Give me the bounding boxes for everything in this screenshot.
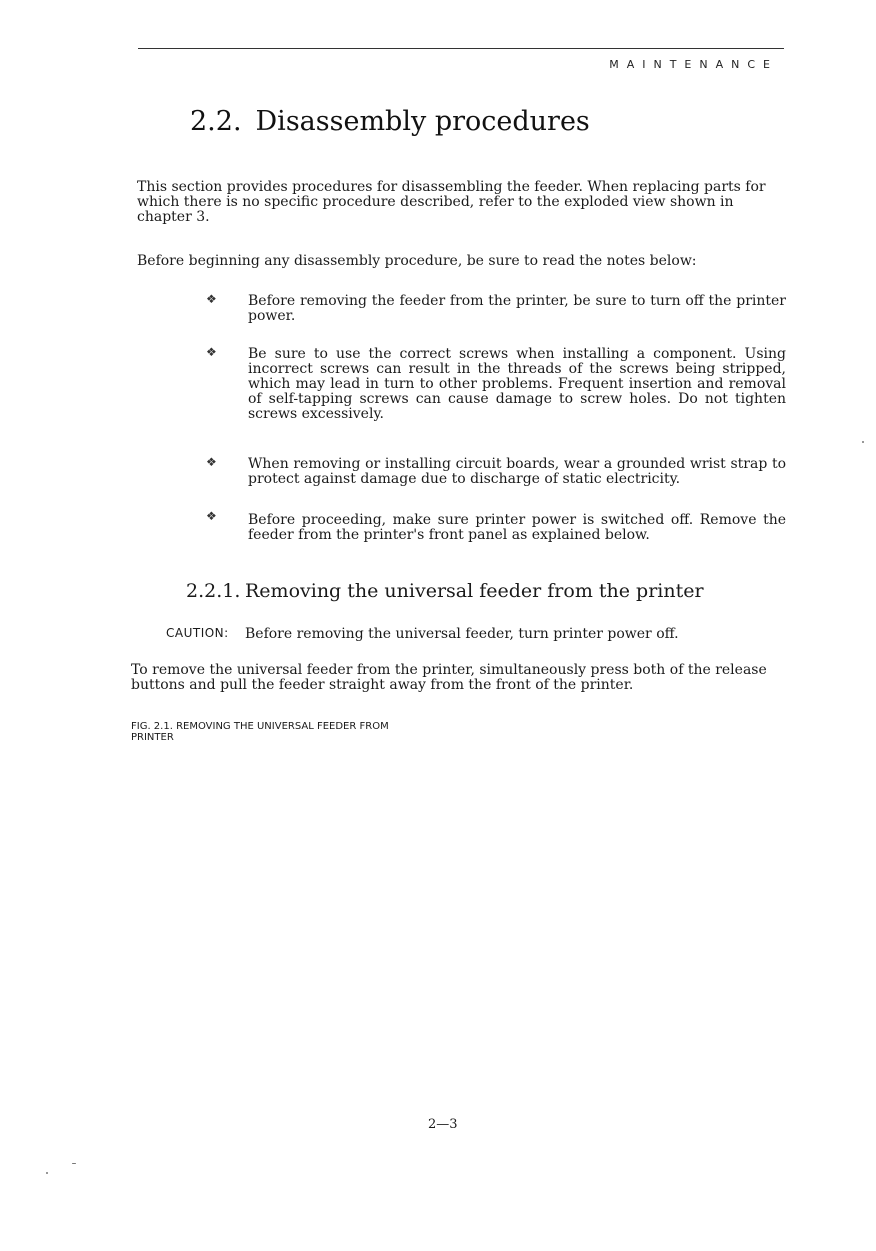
subsection-title: Removing the universal feeder from the printer — [245, 580, 704, 602]
scan-speck — [72, 1163, 76, 1164]
notes-intro: Before beginning any disassembly procedure, be sure to read the notes below: — [137, 253, 697, 269]
page-number: 2—3 — [428, 1117, 458, 1132]
subsection-number: 2.2.1. — [186, 580, 241, 602]
note-item: Be sure to use the correct screws when installing a component. Using incorrect screws can result in the threads of the screws being stripped, which may lead in turn to other problems. Frequent insertion and removal of self-tapping screws can cause damage to screw holes. Do not tighten screws excessively. — [248, 346, 786, 422]
section-heading — [190, 106, 590, 137]
scan-speck — [46, 1172, 48, 1174]
figure-caption: FIG. 2.1. REMOVING THE UNIVERSAL FEEDER FROM PRINTER — [131, 721, 389, 743]
bullet-icon: ❖ — [206, 509, 217, 523]
body-paragraph: To remove the universal feeder from the printer, simultaneously press both of the release buttons and pull the feeder straight away from the front of the printer. — [131, 662, 767, 693]
header-rule — [138, 48, 784, 49]
section-title: Disassembly procedures — [255, 106, 590, 137]
subsection-heading — [186, 580, 704, 602]
bullet-icon: ❖ — [206, 345, 217, 359]
bullet-icon: ❖ — [206, 292, 217, 306]
section-number: 2.2. — [190, 106, 242, 137]
bullet-icon: ❖ — [206, 455, 217, 469]
scan-speck — [862, 441, 864, 443]
running-head: MAINTENANCE — [609, 58, 778, 71]
caution-label: CAUTION: — [166, 626, 229, 640]
note-item: When removing or installing circuit boards, wear a grounded wrist strap to protect against damage due to discharge of static electricity. — [248, 456, 786, 487]
intro-paragraph: This section provides procedures for disassembling the feeder. When replacing parts for which there is no specific procedure described, refer to the exploded view shown in chapter 3. — [137, 179, 766, 225]
note-item: Before removing the feeder from the printer, be sure to turn off the printer power. — [248, 293, 786, 324]
caution-text: Before removing the universal feeder, turn printer power off. — [245, 626, 679, 642]
note-item: Before proceeding, make sure printer power is switched off. Remove the feeder from the printer's front panel as explained below. — [248, 512, 786, 543]
